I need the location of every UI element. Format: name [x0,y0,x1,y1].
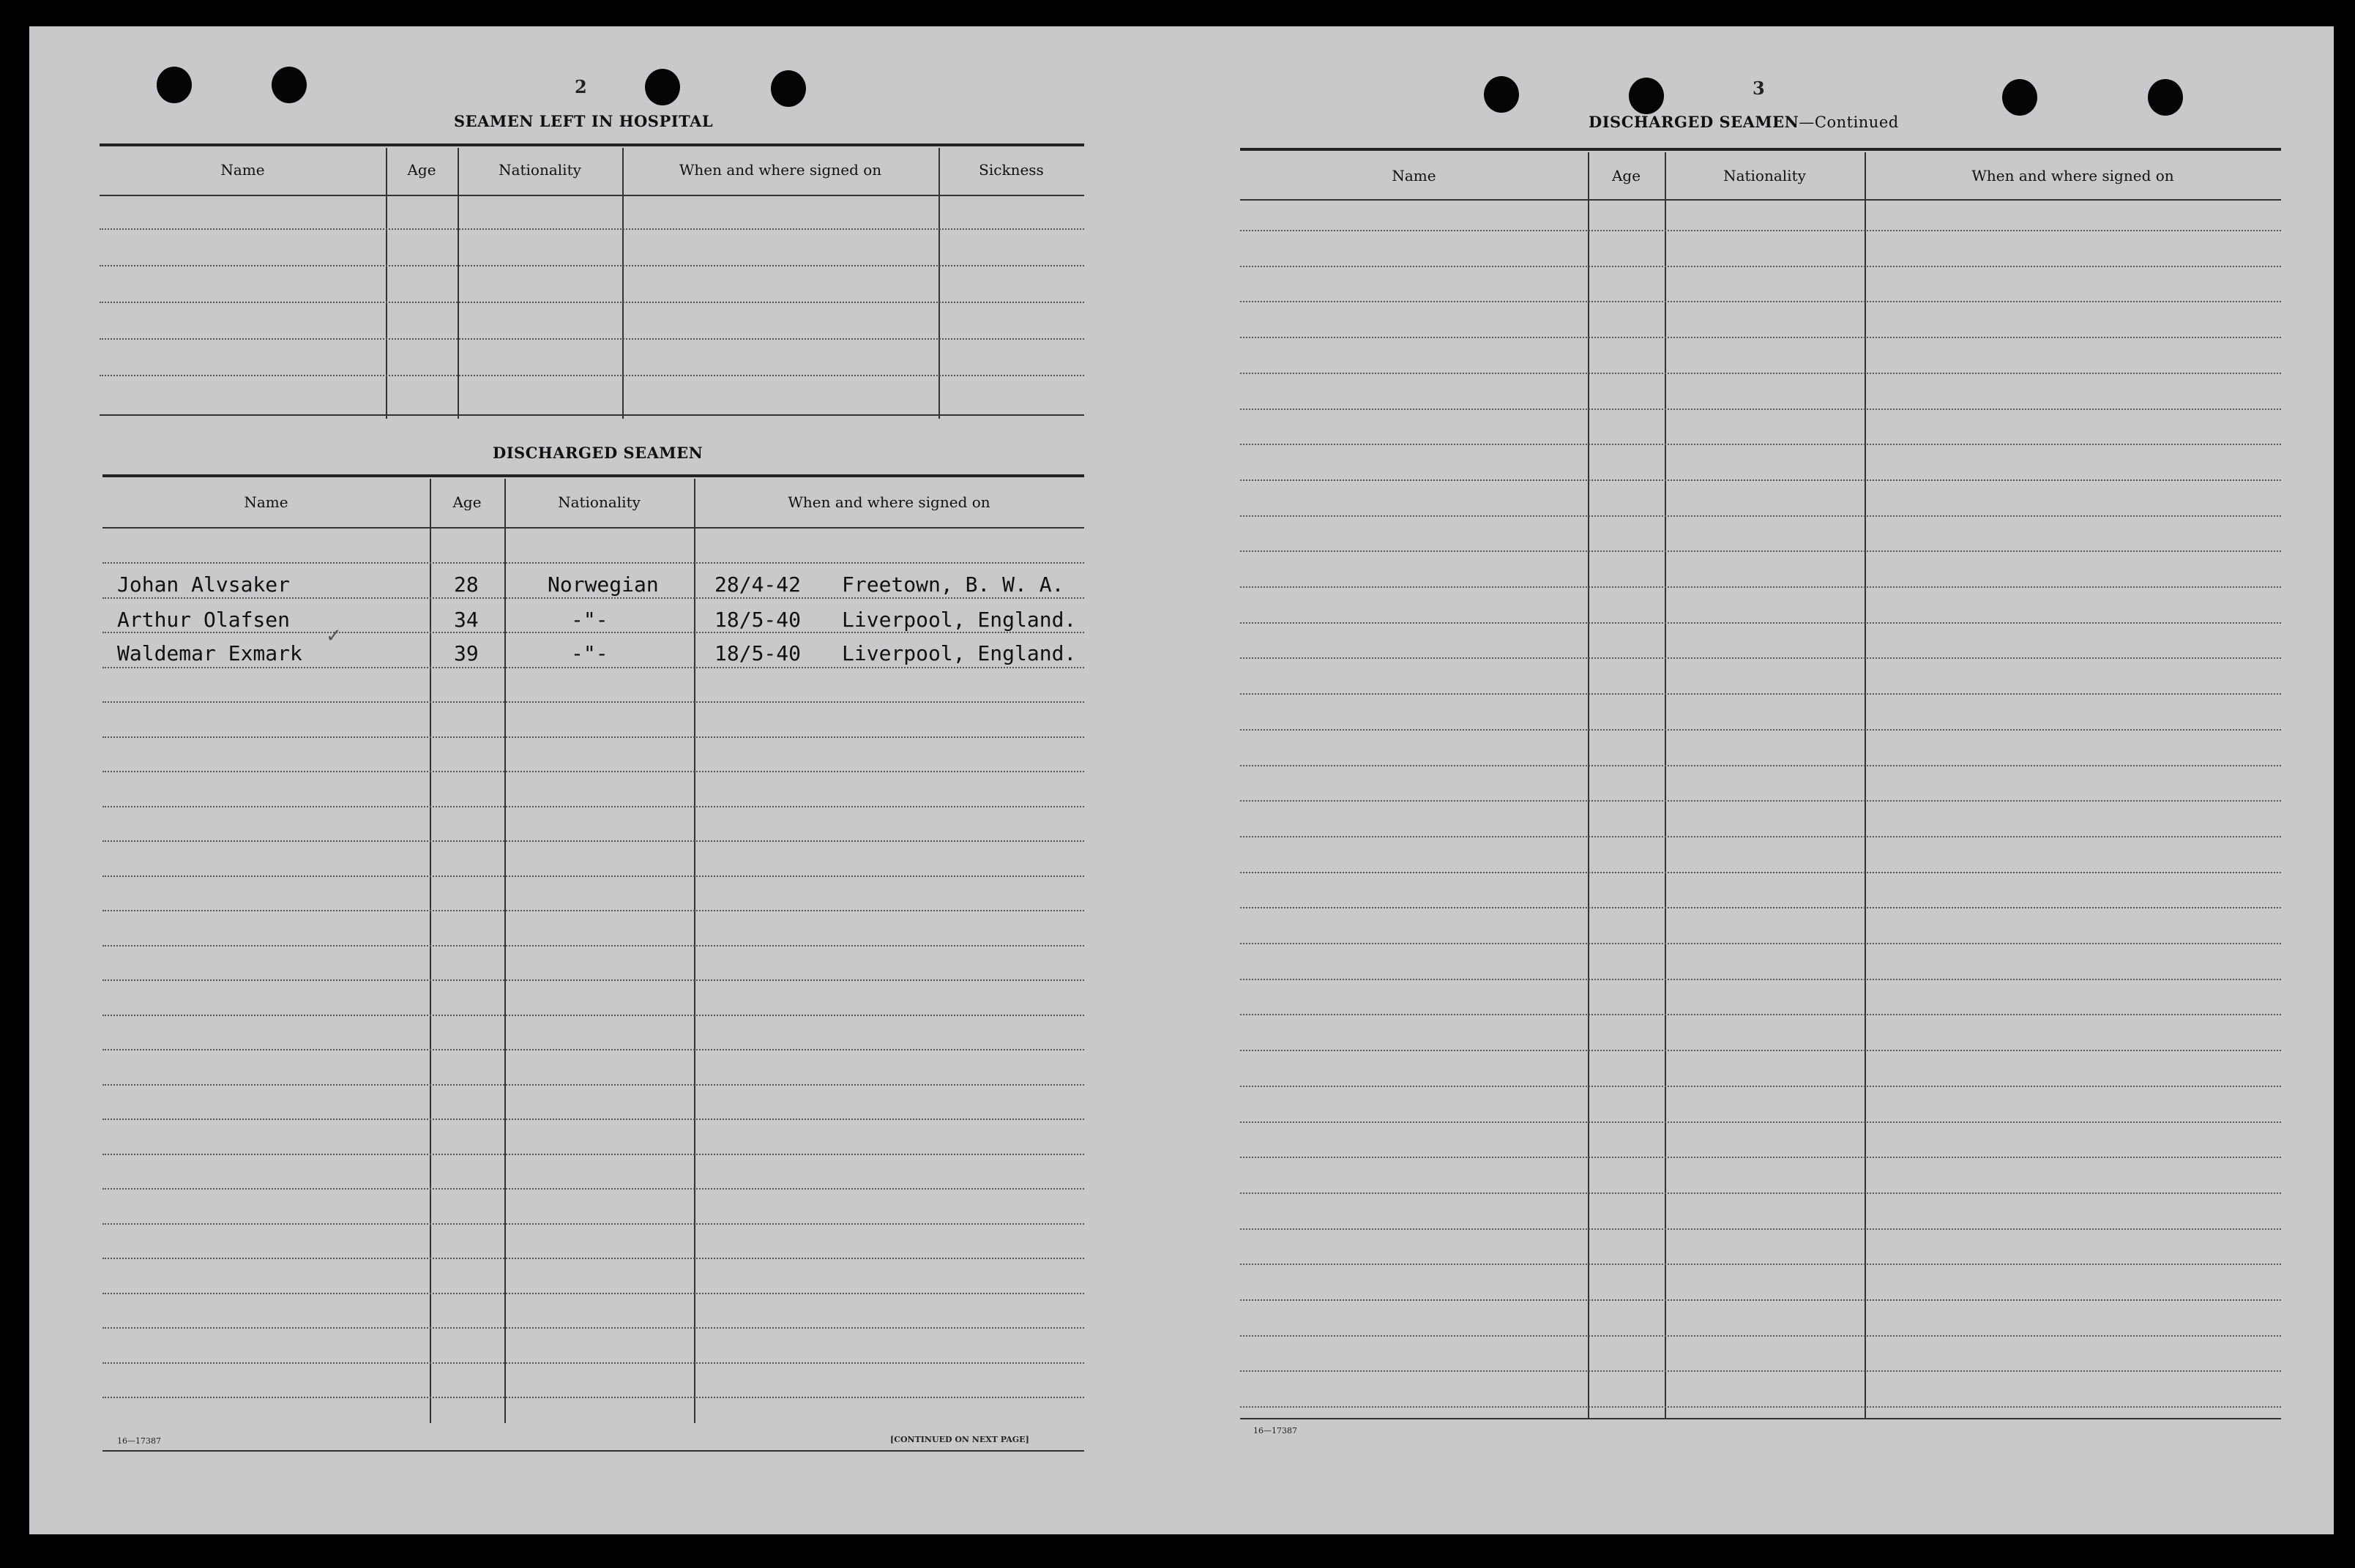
right-section-title [1589,113,1899,131]
ruled-line [1240,1370,2281,1372]
column-divider [622,148,624,419]
header-rule [1240,199,2281,201]
punch-hole [771,70,806,107]
punch-hole [1629,78,1664,114]
column-header-age: Age [452,493,482,511]
punch-hole [1484,76,1519,113]
column-header-sickness: Sickness [979,161,1044,179]
punch-hole [272,67,307,103]
ruled-line [102,701,1084,703]
ruled-line [1240,1014,2281,1015]
ruled-line [102,1258,1084,1259]
seaman-nationality: -"- [571,608,608,632]
continued-note: [CONTINUED ON NEXT PAGE] [890,1435,1029,1444]
ruled-line [102,876,1084,877]
discharged-table [102,474,1084,1455]
ruled-line [1240,1299,2281,1301]
ruled-line [1240,515,2281,517]
column-divider [458,148,459,419]
column-header-nationality: Nationality [499,161,581,179]
ruled-line [1240,1157,2281,1158]
punch-hole [2002,79,2037,116]
seaman-age: 34 [454,608,479,632]
table-top-rule [100,143,1084,146]
column-header-name: Name [244,493,288,511]
ruled-line [100,375,1084,376]
ruled-line [102,1188,1084,1190]
hospital-table [100,143,1084,447]
ruled-line [102,1154,1084,1155]
signed-on-date: 28/4-42 [714,572,802,597]
section-title-main: DISCHARGED SEAMEN [1589,113,1799,131]
table-top-rule [102,474,1084,477]
column-divider [938,148,940,419]
ruled-line [100,302,1084,303]
ruled-line [1240,907,2281,908]
ruled-line [102,632,1084,633]
ruled-line [1240,1263,2281,1265]
ruled-line [100,338,1084,340]
column-header-age: Age [1611,167,1641,184]
seaman-nationality: Norwegian [548,572,659,597]
section-title-continued: —Continued [1799,113,1899,131]
document-sheet [29,26,2334,1534]
ruled-line [1240,550,2281,552]
column-header-name: Name [220,161,265,179]
table-bottom-rule [100,414,1084,416]
column-header-signed-on: When and where signed on [1971,167,2174,184]
ruled-line [1240,622,2281,624]
ruled-line [1240,479,2281,481]
seaman-name: Waldemar Exmark [117,641,302,665]
ruled-line [1240,1192,2281,1194]
ruled-line [1240,800,2281,802]
ruled-line [1240,586,2281,588]
ruled-line [102,667,1084,668]
column-header-age: Age [407,161,436,179]
punch-hole [645,69,680,105]
ruled-line [102,1084,1084,1086]
discharged-section-title: DISCHARGED SEAMEN [493,444,703,462]
table-bottom-rule [102,1450,1084,1452]
ruled-line [102,597,1084,599]
ruled-line [102,1397,1084,1398]
column-divider [430,479,431,1423]
ruled-line [1240,979,2281,980]
check-mark-icon: ✓ [326,625,342,647]
table-top-rule [1240,148,2281,151]
ruled-line [102,806,1084,807]
seaman-name: Johan Alvsaker [117,572,291,597]
hospital-section-title: SEAMEN LEFT IN HOSPITAL [454,112,714,130]
ruled-line [102,1362,1084,1364]
ruled-line [1240,943,2281,944]
ruled-line [1240,1050,2281,1051]
signed-on-date: 18/5-40 [714,641,802,665]
ruled-line [1240,266,2281,267]
column-header-signed-on: When and where signed on [788,493,990,511]
signed-on-date: 18/5-40 [714,608,802,632]
ruled-line [102,945,1084,947]
ruled-line [102,840,1084,842]
ruled-line [102,771,1084,772]
ruled-line [1240,657,2281,659]
ruled-line [1240,1086,2281,1087]
ruled-line [1240,337,2281,338]
ruled-line [102,979,1084,981]
ruled-line [102,910,1084,911]
column-divider [694,479,695,1423]
ruled-line [1240,836,2281,837]
seaman-name: Arthur Olafsen [117,608,291,632]
ruled-line [100,228,1084,230]
ruled-line [102,1049,1084,1050]
seaman-age: 39 [454,641,479,665]
ruled-line [102,1293,1084,1294]
ruled-line [100,265,1084,266]
seaman-nationality: -"- [571,641,608,665]
signed-on-place: Liverpool, England. [842,608,1077,632]
header-rule [100,195,1084,196]
ruled-line [102,736,1084,738]
ruled-line [102,1119,1084,1120]
page-number: 3 [1753,78,1765,99]
ruled-line [1240,872,2281,873]
continued-discharged-table [1240,148,2281,1458]
ruled-line [102,1327,1084,1329]
page-number: 2 [575,76,587,97]
signed-on-place: Liverpool, England. [842,641,1077,665]
column-divider [504,479,506,1423]
table-bottom-rule [1240,1418,2281,1419]
ruled-line [1240,1121,2281,1123]
ruled-line [102,1223,1084,1225]
punch-hole [157,67,192,103]
ruled-line [1240,408,2281,410]
ruled-line [1240,1335,2281,1337]
form-number: 16—17387 [117,1436,161,1446]
ruled-line [1240,373,2281,374]
column-header-name: Name [1392,167,1436,184]
column-divider [386,148,387,419]
signed-on-place: Freetown, B. W. A. [842,572,1064,597]
ruled-line [1240,729,2281,731]
ruled-line [102,1015,1084,1016]
punch-hole [2148,79,2183,116]
column-header-nationality: Nationality [1723,167,1806,184]
form-number: 16—17387 [1253,1426,1297,1436]
header-rule [102,527,1084,529]
ruled-line [1240,444,2281,445]
seaman-age: 28 [454,572,479,597]
column-header-signed-on: When and where signed on [679,161,882,179]
ruled-line [1240,301,2281,302]
ruled-line [1240,1228,2281,1230]
ruled-line [1240,1406,2281,1408]
ruled-line [1240,765,2281,766]
ruled-line [102,562,1084,564]
ruled-line [1240,693,2281,695]
ruled-line [1240,230,2281,231]
column-header-nationality: Nationality [558,493,641,511]
